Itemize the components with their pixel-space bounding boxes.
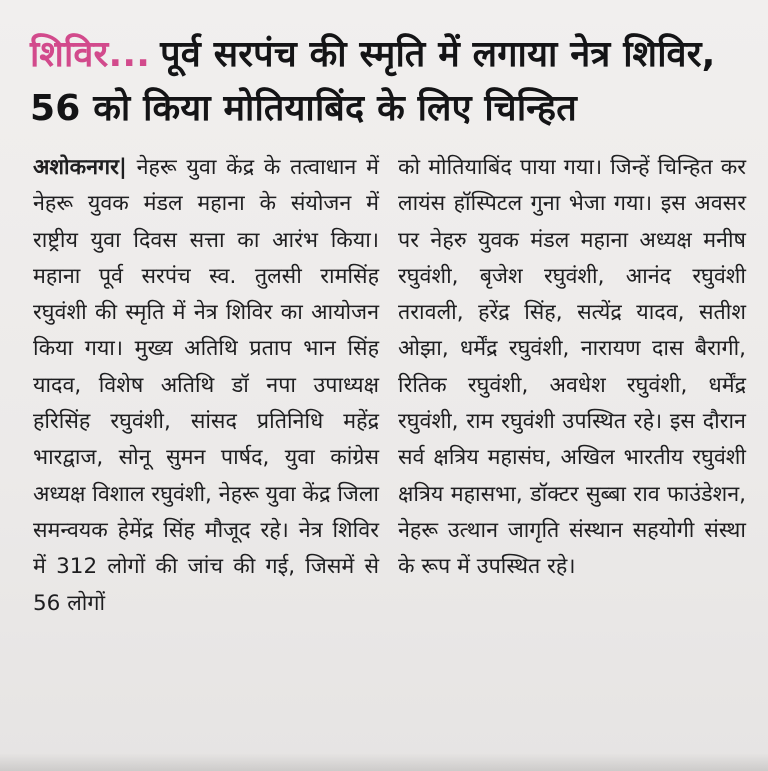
- article-column-left: [33, 150, 379, 622]
- headline-kicker: शिविर...: [30, 34, 151, 75]
- column-divider: [387, 150, 388, 740]
- headline-text: पूर्व सरपंच की स्मृति में लगाया नेत्र शिविर, 56 को किया मोतियाबिंद के लिए चिन्हित: [30, 34, 716, 129]
- dateline: अशोकनगर|: [33, 155, 127, 180]
- headline: [30, 28, 750, 136]
- article-body-right: को मोतियाबिंद पाया गया। जिन्हें चिन्हित कर लायंस हॉस्पिटल गुना भेजा गया। इस अवसर पर नेहरु युवक मंडल महाना अध्यक्ष मनीष रघुवंशी, बृजेश रघुवंशी, आनंद रघुवंशी तरावली, हरेंद्र सिंह, सत्येंद्र यादव, सतीश ओझा, धर्मेंद्र रघुवंशी, नारायण दास बैरागी, रितिक रघुवंशी, अवधेश रघुवंशी, धर्मेंद्र रघुवंशी, राम रघुवंशी उपस्थित रहे। इस दौरान सर्व क्षत्रिय महासंघ, अखिल भारतीय रघुवंशी क्षत्रिय महासभा, डॉक्टर सुब्बा राव फाउंडेशन, नेहरू उत्थान जागृति संस्थान सहयोगी संस्था के रूप में उपस्थित रहे।: [398, 155, 746, 580]
- article-body-left: नेहरू युवा केंद्र के तत्वाधान में नेहरू युवक मंडल महाना के संयोजन में राष्ट्रीय युवा दिवस सत्ता का आरंभ किया। महाना पूर्व सरपंच स्व. तुलसी रामसिंह रघुवंशी की स्मृति में नेत्र शिविर का आयोजन किया गया। मुख्य अतिथि प्रताप भान सिंह यादव, विशेष अतिथि डॉ नपा उपाध्यक्ष हरिसिंह रघुवंशी, सांसद प्रतिनिधि महेंद्र भारद्वाज, सोनू सुमन पार्षद, युवा कांग्रेस अध्यक्ष विशाल रघुवंशी, नेहरू युवा केंद्र जिला समन्वयक हेमेंद्र सिंह मौजूद रहे। नेत्र शिविर में 312 लोगों की जांच की गई, जिसमें से 56 लोगों: [33, 155, 379, 616]
- page-bottom-edge: [0, 753, 768, 771]
- article-column-right: [398, 150, 746, 586]
